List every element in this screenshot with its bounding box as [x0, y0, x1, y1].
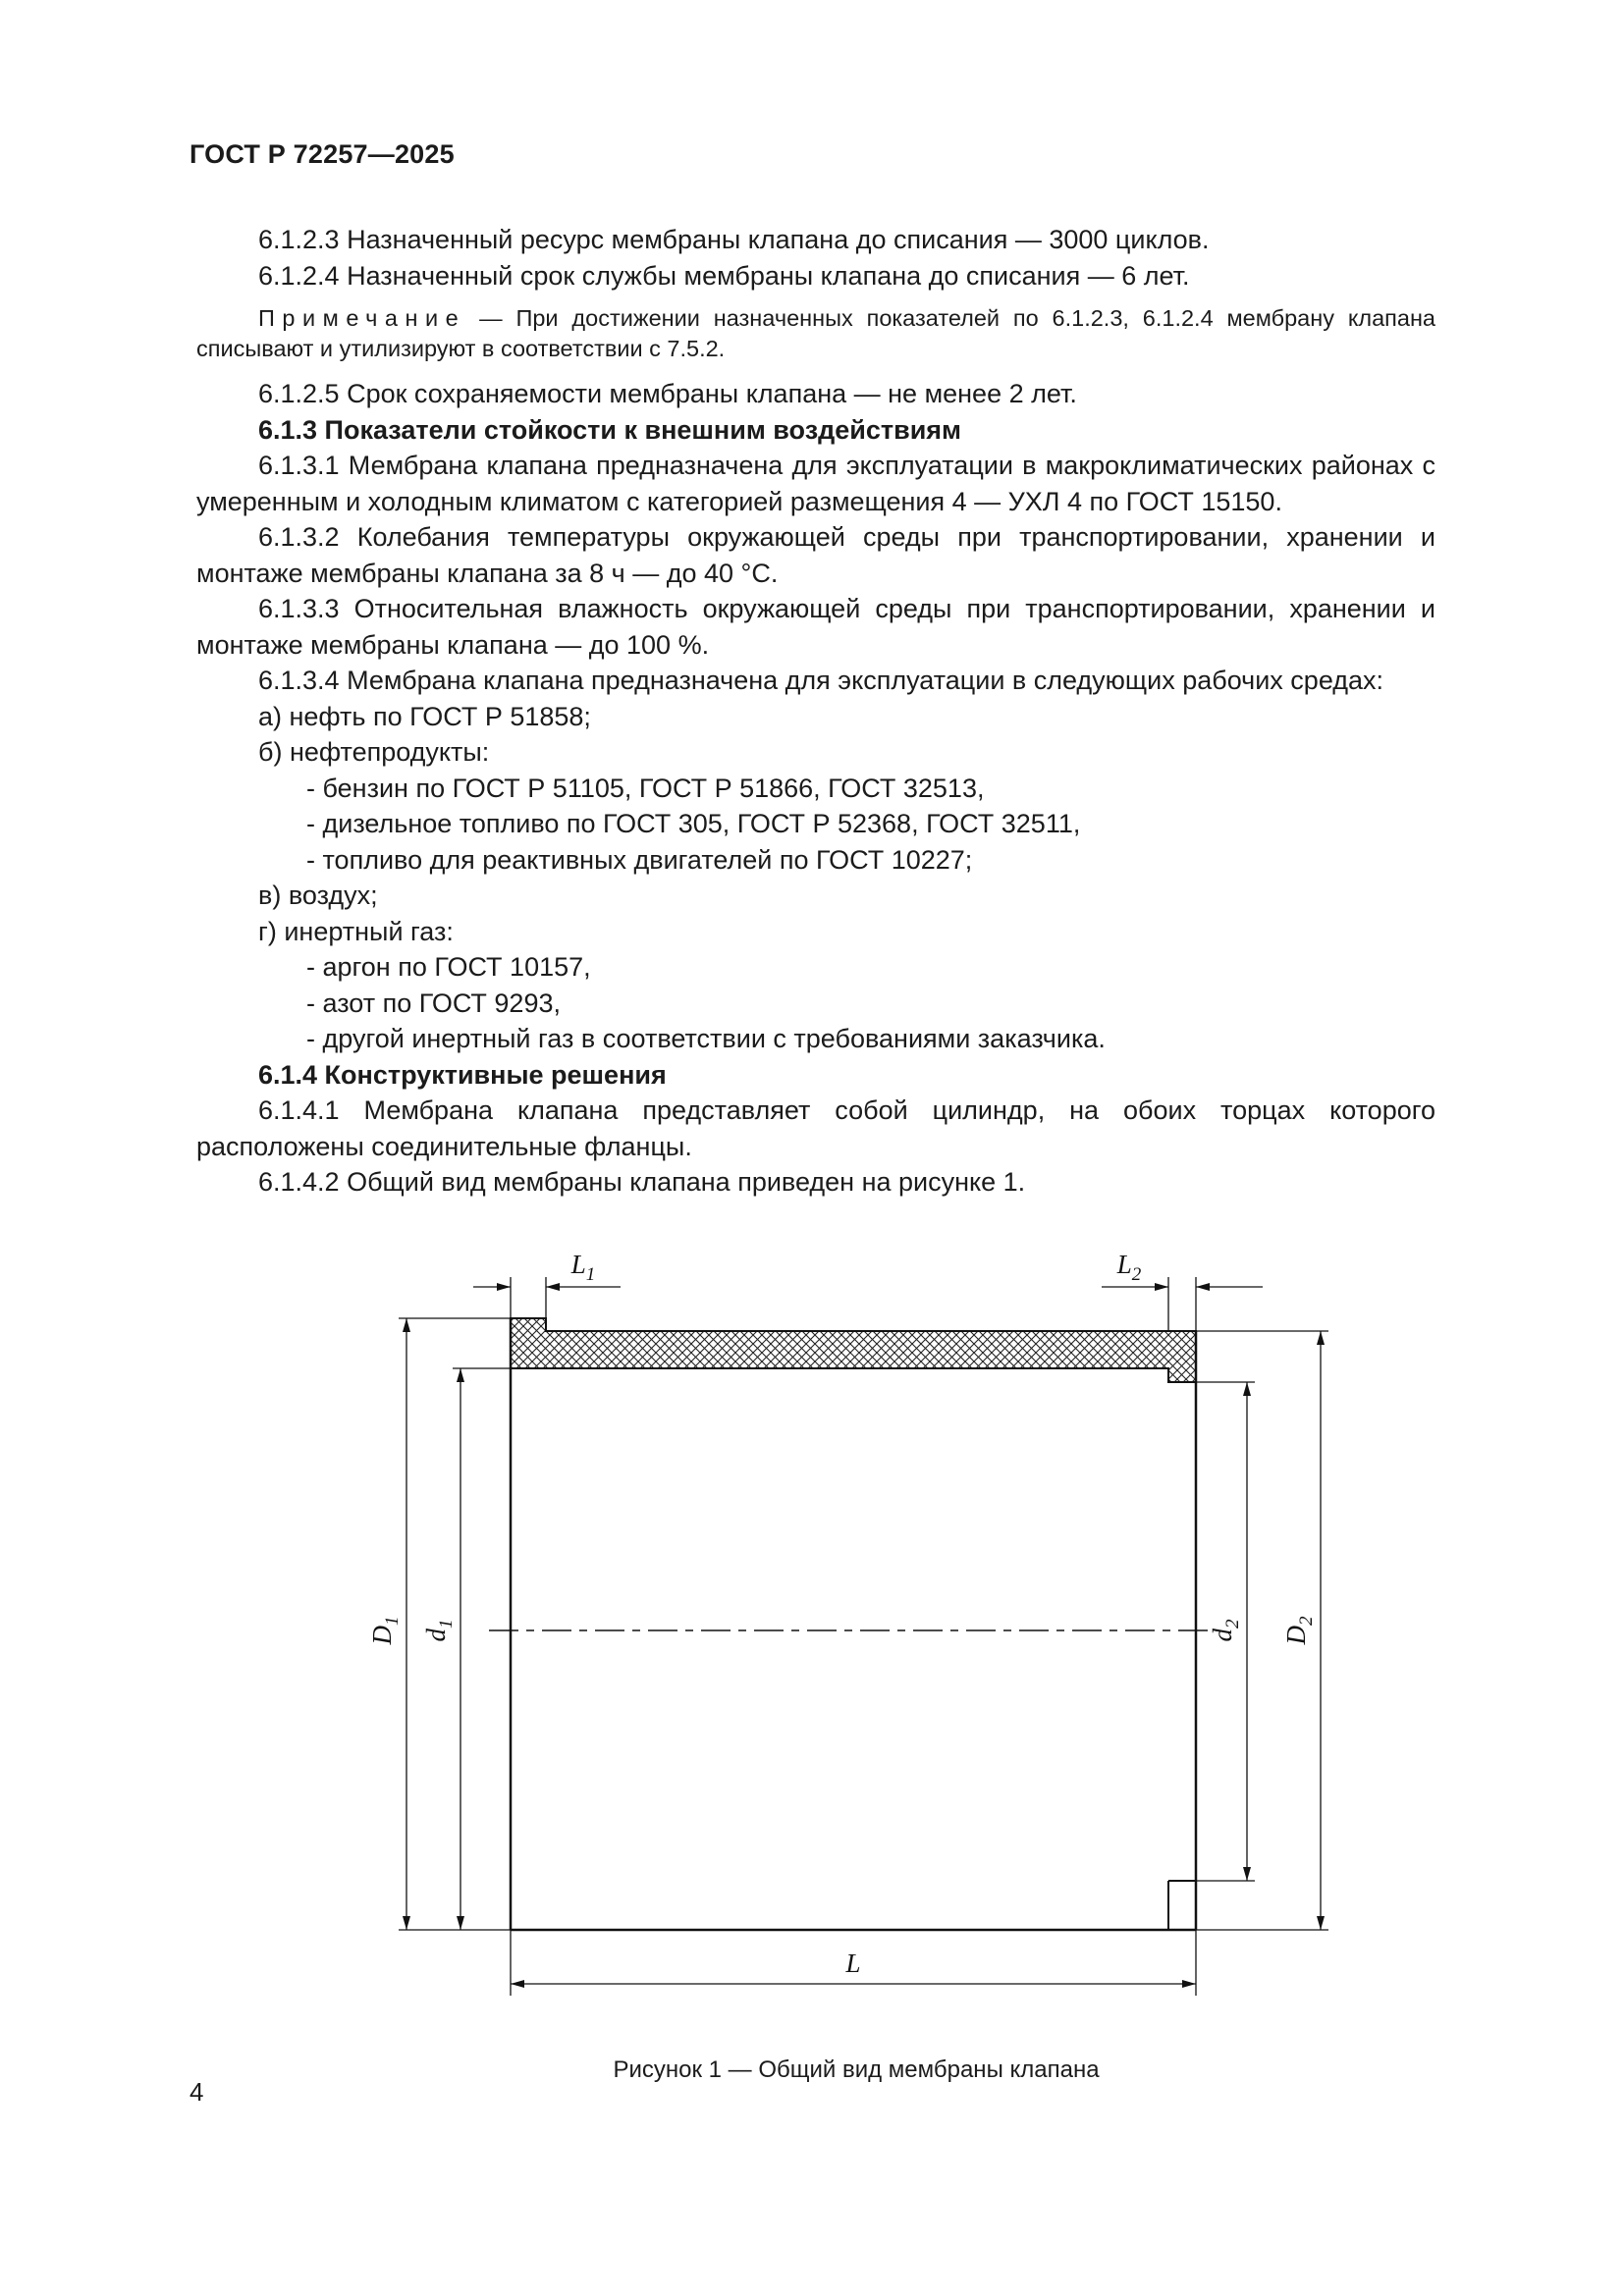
dimension-d2-inner — [1208, 1382, 1251, 1881]
dim-label-l: L — [845, 1948, 861, 1978]
membrane-section — [511, 1318, 1196, 1382]
list-item: г) инертный газ: — [258, 916, 454, 946]
extension-lines — [399, 1277, 1328, 1996]
section-heading: 6.1.4 Конструктивные решения — [258, 1059, 667, 1090]
list-subitem: - азот по ГОСТ 9293, — [306, 988, 561, 1018]
dimension-l1 — [473, 1250, 621, 1291]
paragraph: 6.1.4.1 Мембрана клапана представляет собой цилиндр, на обоих торцах которого расположены соединительные фланцы. — [196, 1095, 1435, 1161]
figure-1 — [367, 1238, 1414, 2089]
dim-label-d2-outer: $D_2$ — [1281, 1616, 1317, 1644]
paragraph: 6.1.2.3 Назначенный ресурс мембраны клапана до списания — 3000 циклов. — [258, 225, 1210, 254]
paragraph: 6.1.3.1 Мембрана клапана предназначена для эксплуатации в макроклиматических районах с умеренным и холодным климатом с категорией размещения 4 — УХЛ 4 по ГОСТ 15150. — [196, 451, 1435, 516]
dimension-l — [511, 1949, 1196, 1988]
paragraph: 6.1.2.5 Срок сохраняемости мембраны клапана — не менее 2 лет. — [258, 379, 1077, 408]
membrane-technical-drawing — [367, 1238, 1414, 2023]
document-content — [196, 222, 1435, 2088]
paragraph: 6.1.4.2 Общий вид мембраны клапана приведен на рисунке 1. — [258, 1167, 1026, 1197]
list-subitem: - аргон по ГОСТ 10157, — [306, 952, 591, 982]
dim-label-l1: $L_1$ — [570, 1249, 596, 1285]
paragraph: 6.1.3.2 Колебания температуры окружающей среды при транспортировании, хранении и монтаже мембраны клапана за 8 ч — до 40 °С. — [196, 522, 1435, 588]
dimension-d1-inner — [421, 1368, 464, 1930]
dim-label-d1-outer: $D_1$ — [367, 1616, 403, 1644]
list-subitem: - бензин по ГОСТ Р 51105, ГОСТ Р 51866, ГОСТ 32513, — [306, 773, 985, 803]
list-item: в) воздух; — [258, 881, 378, 910]
dimension-d1-outer — [367, 1318, 410, 1930]
dim-label-d2-inner: $d_2$ — [1208, 1619, 1243, 1641]
dim-label-d1-inner: $d_1$ — [421, 1619, 457, 1641]
page-number: 4 — [189, 2077, 204, 2107]
note-label: Примечание — [258, 305, 466, 331]
paragraph: 6.1.2.4 Назначенный срок службы мембраны клапана до списания — 6 лет. — [258, 260, 1190, 291]
figure-caption: Рисунок 1 — Общий вид мембраны клапана — [613, 2056, 1100, 2083]
paragraph: 6.1.3.4 Мембрана клапана предназначена для эксплуатации в следующих рабочих средах: — [258, 666, 1384, 695]
document-header: ГОСТ Р 72257—2025 — [189, 139, 455, 169]
membrane-outline — [511, 1318, 1196, 1930]
note-text: — При достижении назначенных показателей по 6.1.2.3, 6.1.2.4 мембрану клапана списывают и утилизируют в соответствии с 7.5.2. — [196, 305, 1436, 361]
dim-label-l2: $L_2$ — [1116, 1249, 1142, 1285]
list-item: б) нефтепродукты: — [258, 737, 490, 767]
list-subitem: - другой инертный газ в соответствии с требованиями заказчика. — [306, 1024, 1106, 1053]
paragraph: 6.1.3.3 Относительная влажность окружающей среды при транспортировании, хранении и монтаже мембраны клапана — до 100 %. — [196, 594, 1435, 660]
list-subitem: - топливо для реактивных двигателей по ГОСТ 10227; — [306, 844, 973, 875]
dimension-d2-outer — [1281, 1331, 1325, 1930]
list-item: а) нефть по ГОСТ Р 51858; — [258, 701, 591, 731]
section-heading: 6.1.3 Показатели стойкости к внешним воздействиям — [258, 414, 962, 445]
dimension-l2 — [1102, 1250, 1263, 1291]
list-subitem: - дизельное топливо по ГОСТ 305, ГОСТ Р 52368, ГОСТ 32511, — [306, 809, 1081, 838]
note-block — [196, 303, 1435, 364]
